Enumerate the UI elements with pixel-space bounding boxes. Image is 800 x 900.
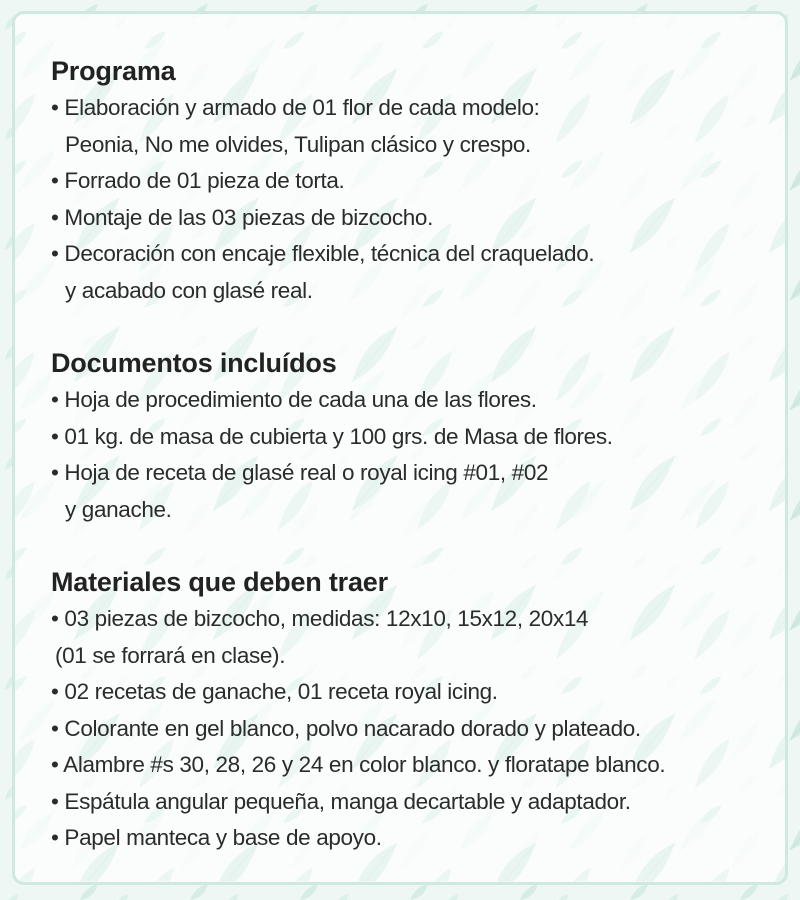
section-documentos xyxy=(51,346,781,528)
list-item: • Espátula angular pequeña, manga decartable y adaptador. xyxy=(51,788,631,814)
list-item: • Elaboración y armado de 01 flor de cada modelo: xyxy=(51,95,540,120)
list-item: • Hoja de procedimiento de cada una de las flores. xyxy=(51,387,537,412)
list-item-continuation: y acabado con glasé real. xyxy=(65,277,313,303)
section-heading: Materiales que deben traer xyxy=(51,567,388,597)
list-item-continuation: y ganache. xyxy=(65,496,172,522)
list-item: • Montaje de las 03 piezas de bizcocho. xyxy=(51,204,433,230)
list-item: • 01 kg. de masa de cubierta y 100 grs. de Masa de flores. xyxy=(51,423,613,449)
content-card xyxy=(12,11,788,885)
section-heading: Documentos incluídos xyxy=(51,348,337,378)
list-item: • Colorante en gel blanco, polvo nacarado dorado y plateado. xyxy=(51,715,641,741)
list-item: • Alambre #s 30, 28, 26 y 24 en color blanco. y floratape blanco. xyxy=(51,752,666,777)
section-materiales xyxy=(51,565,781,857)
list-item: • Papel manteca y base de apoyo. xyxy=(51,825,382,850)
list-item: • 02 recetas de ganache, 01 receta royal icing. xyxy=(51,679,498,704)
section-heading: Programa xyxy=(51,56,176,86)
list-item-continuation: (01 se forrará en clase). xyxy=(55,642,286,668)
list-item: • Decoración con encaje flexible, técnica del craquelado. xyxy=(51,241,595,266)
section-programa xyxy=(51,54,781,309)
list-item-continuation: Peonia, No me olvides, Tulipan clásico y crespo. xyxy=(65,131,531,157)
list-item: • Hoja de receta de glasé real o royal icing #01, #02 xyxy=(51,460,549,485)
document-content xyxy=(51,54,781,857)
list-item: • 03 piezas de bizcocho, medidas: 12x10, 15x12, 20x14 xyxy=(51,606,589,631)
list-item: • Forrado de 01 pieza de torta. xyxy=(51,168,345,193)
